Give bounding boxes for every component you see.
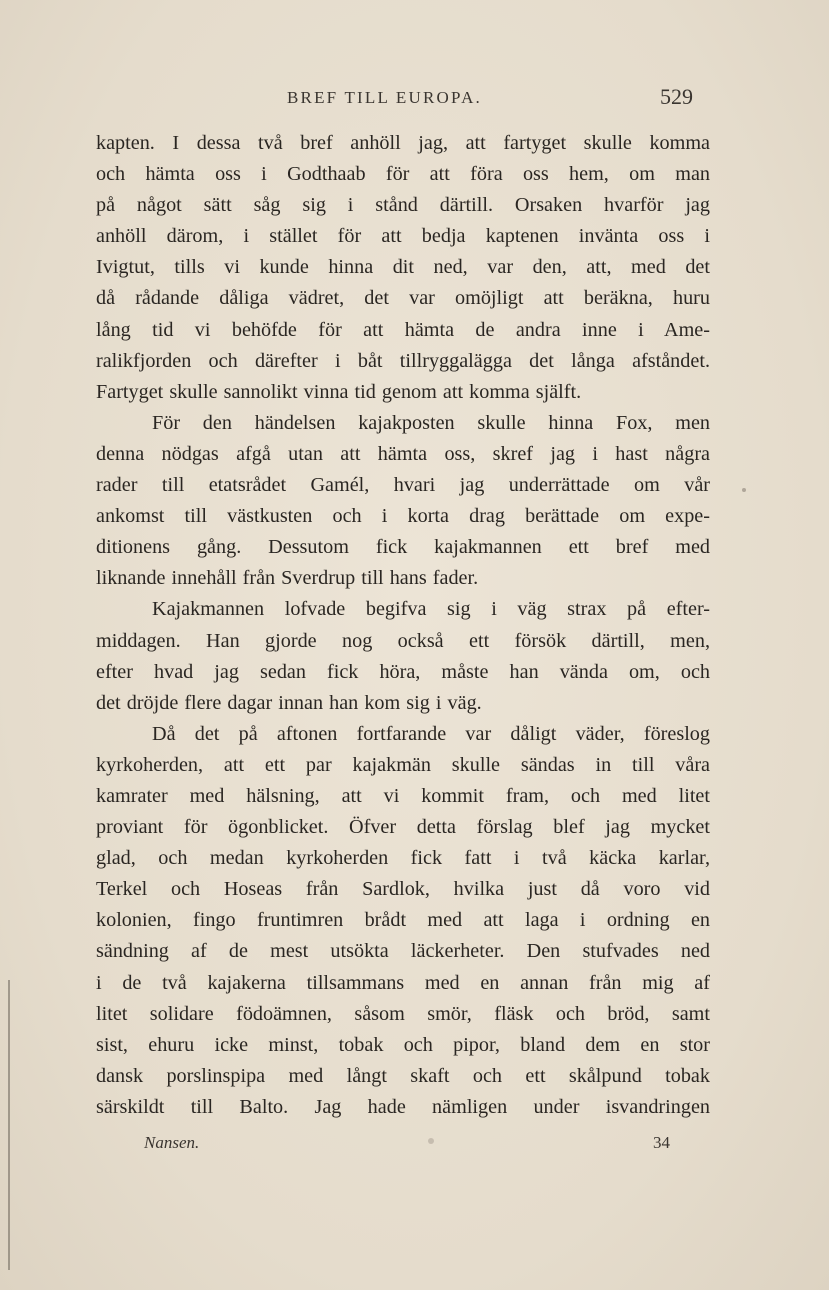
paper-speck [742,488,746,492]
running-head: BREF TILL EUROPA. [287,88,482,107]
body-text [96,128,710,1123]
text-line: denna nödgas afgå utan att hämta oss, skref jag i hast några [96,442,710,465]
text-line: på något sätt såg sig i stånd därtill. Orsaken hvarför jag [96,194,710,217]
text-line: Terkel och Hoseas från Sardlok, hvilka just då voro vid [96,878,710,901]
text-line: då rådande dåliga vädret, det var omöjligt att beräkna, huru [96,287,710,310]
text-line: kamrater med hälsning, att vi kommit fram, och med litet [96,784,710,807]
text-line: anhöll därom, i stället för att bedja kaptenen invänta oss i [96,225,710,248]
text-line: i de två kajakerna tillsammans med en annan från mig af [96,971,710,994]
text-line: särskildt till Balto. Jag hade nämligen under isvandringen [96,1095,710,1118]
text-line: efter hvad jag sedan fick höra, måste han vända om, och [96,660,710,683]
text-line: kolonien, fingo fruntimren brådt med att laga i ordning en [96,909,710,932]
text-line: Då det på aftonen fortfarande var dåligt väder, föreslog [152,722,710,745]
text-line: glad, och medan kyrkoherden fick fatt i två käcka karlar, [96,847,710,870]
signature-mark: 34 [653,1133,670,1152]
text-line: litet solidare födoämnen, såsom smör, fläsk och bröd, samt [96,1002,710,1025]
text-line: sändning af de mest utsökta läckerheter. Den stufvades ned [96,940,710,963]
text-line: ralikfjorden och därefter i båt tillryggalägga det långa afståndet. [96,349,710,372]
text-line: kyrkoherden, att ett par kajakmän skulle sändas in till våra [96,753,710,776]
text-line: proviant för ögonblicket. Öfver detta förslag blef jag mycket [96,816,710,839]
binding-edge [8,980,10,1270]
page-number: 529 [660,84,693,109]
text-line: kapten. I dessa två bref anhöll jag, att fartyget skulle komma [96,132,710,154]
text-line: ankomst till västkusten och i korta drag berättade om expe- [96,505,710,528]
paper-speck [428,1138,434,1144]
text-line: lång tid vi behöfde för att hämta de andra inne i Ame- [96,318,710,341]
text-line: middagen. Han gjorde nog också ett försök därtill, men, [96,629,710,652]
text-line: det dröjde flere dagar innan han kom sig i väg. [96,691,482,714]
text-line: Fartyget skulle sannolikt vinna tid genom att komma själft. [96,380,582,403]
text-line: sist, ehuru icke minst, tobak och pipor, bland dem en stor [96,1033,710,1056]
text-line: liknande innehåll från Sverdrup till hans fader. [96,567,479,590]
text-line: Kajakmannen lofvade begifva sig i väg strax på efter- [152,598,710,621]
text-line: och hämta oss i Godthaab för att föra oss hem, om man [96,163,710,186]
text-line: rader till etatsrådet Gamél, hvari jag underrättade om vår [96,474,710,497]
text-line: dansk porslinspipa med långt skaft och ett skålpund tobak [96,1064,710,1087]
footer-author: Nansen. [144,1133,200,1152]
text-line: Ivigtut, tills vi kunde hinna dit ned, var den, att, med det [96,256,710,279]
text-line: ditionens gång. Dessutom fick kajakmannen ett bref med [96,536,710,559]
text-line: För den händelsen kajakposten skulle hinna Fox, men [152,411,710,434]
